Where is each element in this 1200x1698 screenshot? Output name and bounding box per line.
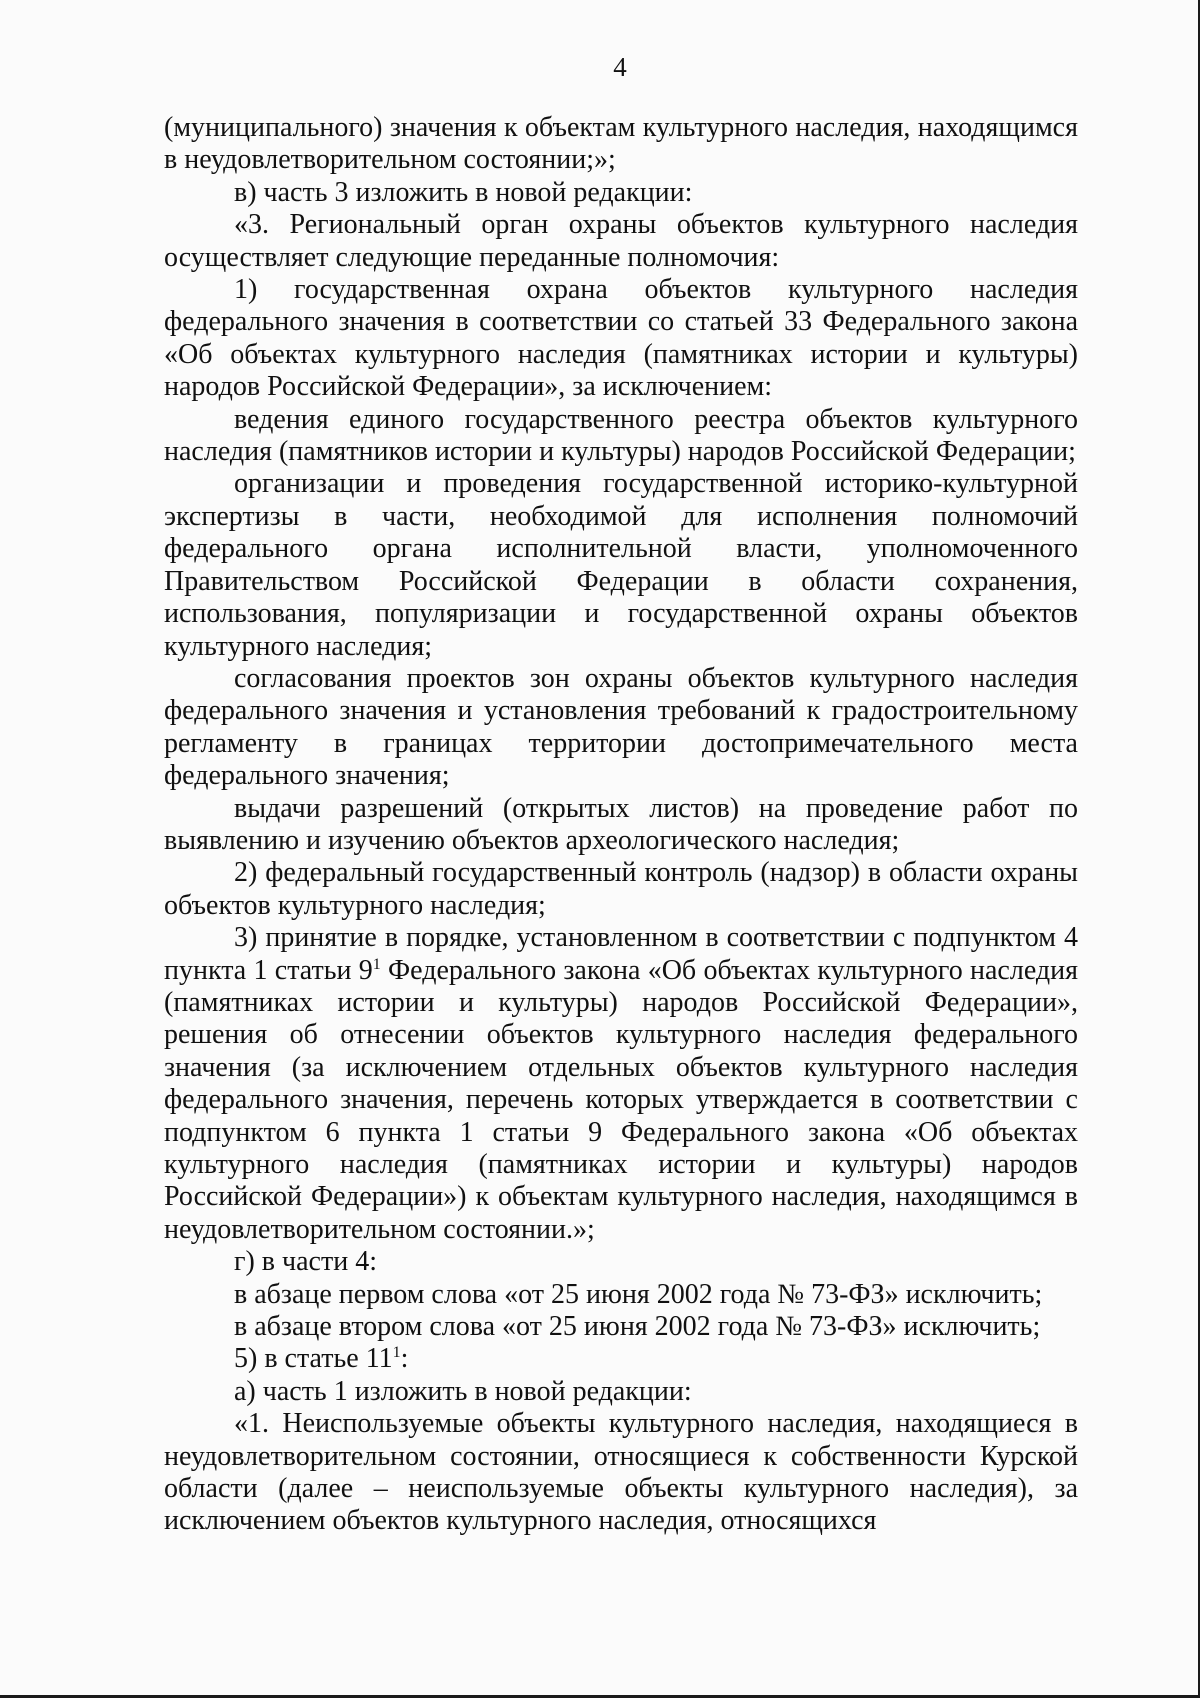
paragraph-point-3 <box>164 922 1078 1246</box>
paragraph-exception-zones: согласования проектов зон охраны объектов культурного наследия федерального значения и установления требований к градостроительному регламенту в границах территории достопримечательного места федерального значения; <box>164 662 1078 792</box>
paragraph-item-a: а) часть 1 изложить в новой редакции: <box>234 1375 692 1407</box>
superscript-one: 1 <box>372 955 381 973</box>
page-number: 4 <box>613 52 627 82</box>
paragraph-second-abzac: в абзаце втором слова «от 25 июня 2002 года № 73-ФЗ» исключить; <box>234 1311 1041 1343</box>
paragraph-point-1: 1) государственная охрана объектов культурного наследия федерального значения в соответствии со статьей 33 Федерального закона «Об объектах культурного наследия (памятниках истории и культуры) народов Российской Федерации», за исключением: <box>164 274 1078 403</box>
paragraph-part-3: «3. Региональный орган охраны объектов культурного наследия осуществляет следующие переданные полномочия: <box>164 209 1078 273</box>
paragraph-continuation: (муниципального) значения к объектам культурного наследия, находящимся в неудовлетворительном состоянии;»; <box>164 112 1078 176</box>
paragraph-first-abzac: в абзаце первом слова «от 25 июня 2002 года № 73-ФЗ» исключить; <box>234 1278 1043 1310</box>
paragraph-part-1: «1. Неиспользуемые объекты культурного наследия, находящиеся в неудовлетворительном состоянии, относящиеся к собственности Курской области (далее – неиспользуемые объекты культурного наследия), за исключением объектов культурного наследия, относящихся <box>164 1408 1078 1537</box>
paragraph-exception-permits: выдачи разрешений (открытых листов) на проведение работ по выявлению и изучению объектов археологического наследия; <box>164 792 1078 856</box>
article-ref-start: 5) в статье 11 <box>234 1343 393 1375</box>
paragraph-point-3-start: 3) принятие в порядке, установленном в соответствии с подпунктом 4 пункта 1 статьи 9 <box>164 922 1078 986</box>
paragraph-article-11-1 <box>164 1343 1078 1375</box>
paragraph-item-v: в) часть 3 изложить в новой редакции: <box>234 176 693 208</box>
superscript-one: 1 <box>392 1344 401 1362</box>
paragraph-point-3-rest: Федерального закона «Об объектах культурного наследия (памятниках истории и культуры) народов Российской Федерации», решения об отнесении объектов культурного наследия федерального значения (за исключением отдельных объектов культурного наследия федерального значения, перечень которых утверждается в соответствии с подпунктом 6 пункта 1 статьи 9 Федерального закона «Об объектах культурного наследия (памятниках истории и культуры) народов Российской Федерации») к объектам культурного наследия, находящимся в неудовлетворительном состоянии.»; <box>164 954 1078 1245</box>
paragraph-item-g: г) в части 4: <box>234 1246 377 1278</box>
paragraph-point-2: 2) федеральный государственный контроль (надзор) в области охраны объектов культурного наследия; <box>164 857 1078 921</box>
paragraph-exception-registry: ведения единого государственного реестра объектов культурного наследия (памятников истории и культуры) народов Российской Федерации; <box>164 403 1078 468</box>
article-ref-end: : <box>400 1343 409 1375</box>
paragraph-exception-expertise: организации и проведения государственной историко-культурной экспертизы в части, необходимой для исполнения полномочий федерального органа исполнительной власти, уполномоченного Правительством Российской Федерации в области сохранения, использования, популяризации и государственной охраны объектов культурного наследия; <box>164 468 1078 662</box>
document-body <box>164 112 1078 1538</box>
